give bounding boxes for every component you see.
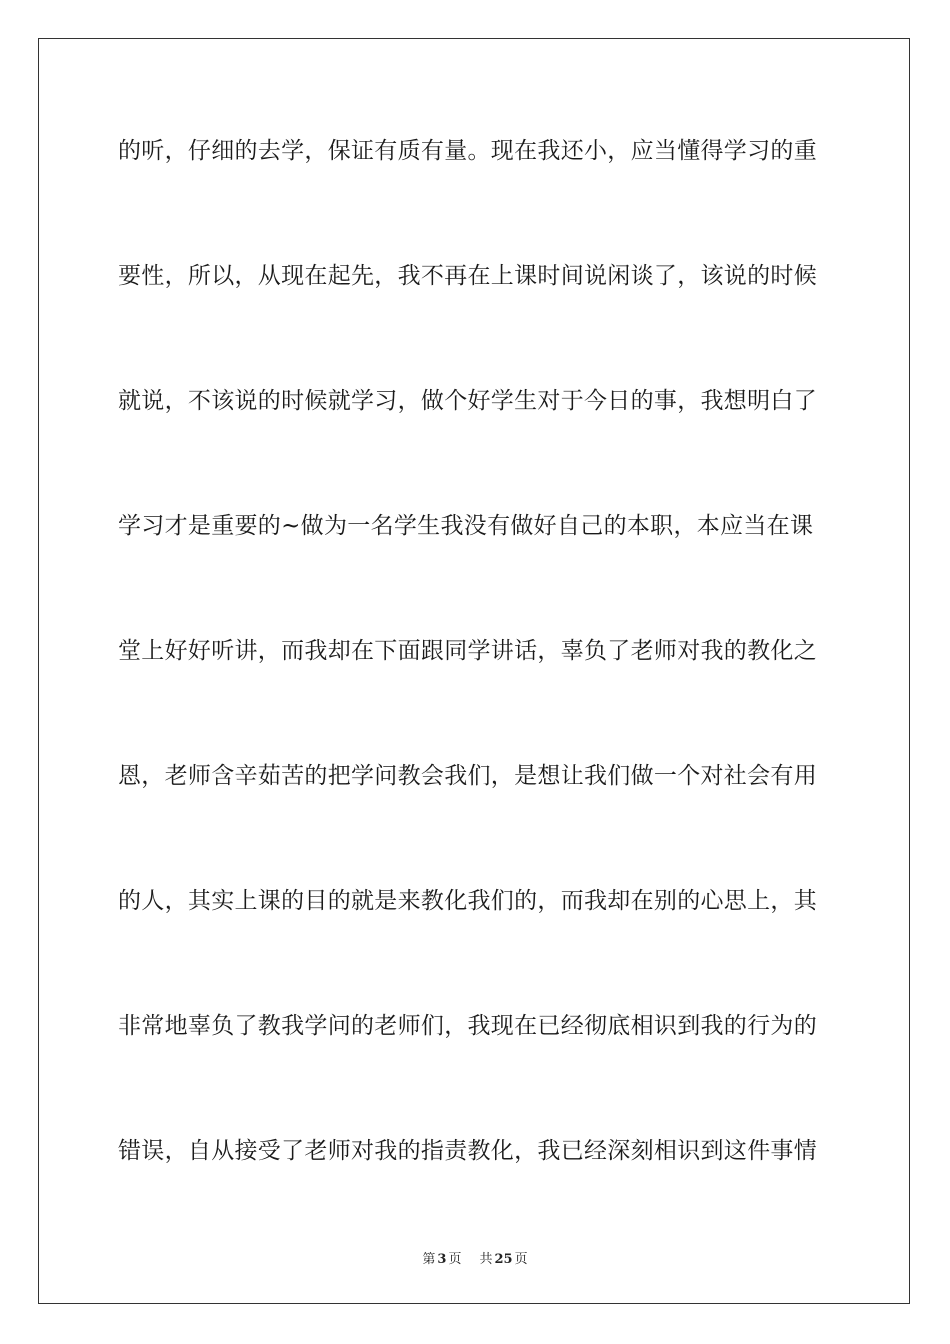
text-line: 的听，仔细的去学，保证有质有量。现在我还小，应当懂得学习的重 [118,138,817,164]
text-line: 非常地辜负了教我学问的老师们，我现在已经彻底相识到我的行为的 [118,1013,817,1039]
text-line: 学习才是重要的~做为一名学生我没有做好自己的本职，本应当在课 [118,513,814,539]
page-total: 25 [494,1252,513,1267]
page-unit: 页 [448,1252,462,1267]
text-line: 就说，不该说的时候就学习，做个好学生对于今日的事，我想明白了 [118,388,817,414]
total-unit: 页 [514,1252,528,1267]
text-line: 堂上好好听讲，而我却在下面跟同学讲话，辜负了老师对我的教化之 [118,638,817,664]
text-line: 错误，自从接受了老师对我的指责教化，我已经深刻相识到这件事情 [118,1138,817,1164]
page-border [38,38,910,1304]
page-prefix: 第 [422,1252,436,1267]
page-footer [0,1248,950,1267]
page-current: 3 [437,1252,447,1267]
text-line: 的人，其实上课的目的就是来教化我们的，而我却在别的心思上，其 [118,888,817,914]
text-line: 恩，老师含辛茹苦的把学问教会我们，是想让我们做一个对社会有用 [118,763,817,789]
total-prefix: 共 [479,1252,493,1267]
text-line: 要性，所以，从现在起先，我不再在上课时间说闲谈了，该说的时候 [118,263,817,289]
